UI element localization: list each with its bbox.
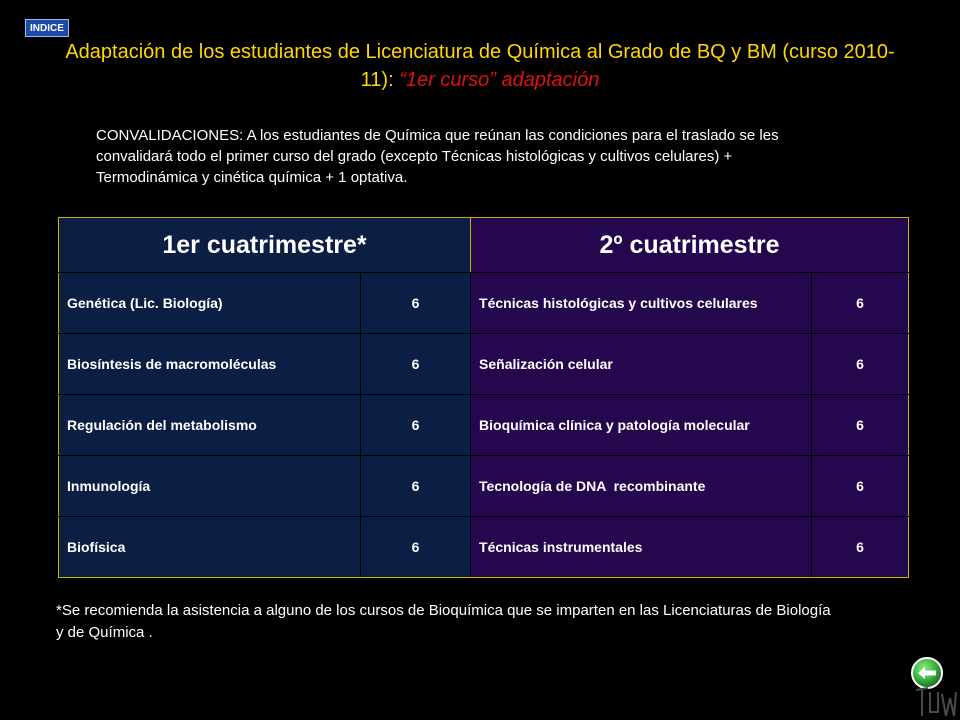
table-row [59,517,909,578]
page-title-main: Adaptación de los estudiantes de Licenciatura de Química al Grado de BQ y BM (curso 2010-11): [65,41,895,91]
table-row [59,273,909,334]
header-semester-2: 2º cuatrimestre [471,218,909,273]
decorative-figure-icon [912,682,958,718]
subject-semester-1: Biosíntesis de macromoléculas [59,334,361,395]
subject-semester-1: Genética (Lic. Biología) [59,273,361,334]
page-title-accent: “1er curso” adaptación [399,69,600,91]
credits-semester-1: 6 [361,395,471,456]
credits-semester-1: 6 [361,456,471,517]
header-semester-1: 1er cuatrimestre* [59,218,471,273]
footnote-text: *Se recomienda la asistencia a alguno de los cursos de Bioquímica que se imparten en las Licenciaturas de Biología y de Química . [56,602,831,641]
convalidaciones-text: CONVALIDACIONES: A los estudiantes de Química que reúnan las condiciones para el traslado se les convalidará todo el primer curso del grado (excepto Técnicas histológicas y cultivos celulares) + Termodinámica y cinética química + 1 optativa. [96,127,779,186]
subject-semester-1: Regulación del metabolismo [59,395,361,456]
subject-semester-2: Señalización celular [471,334,812,395]
credits-semester-1: 6 [361,334,471,395]
credits-semester-1: 6 [361,517,471,578]
table-row [59,395,909,456]
credits-semester-2: 6 [812,273,909,334]
indice-button[interactable]: INDICE [25,19,69,37]
subject-semester-2: Tecnología de DNA recombinante [471,456,812,517]
subject-semester-2: Bioquímica clínica y patología molecular [471,395,812,456]
table-row [59,334,909,395]
subject-semester-2: Técnicas histológicas y cultivos celulares [471,273,812,334]
credits-semester-2: 6 [812,395,909,456]
course-table [58,217,909,578]
credits-semester-2: 6 [812,456,909,517]
table-header-row [59,218,909,273]
subject-semester-1: Biofísica [59,517,361,578]
subject-semester-2: Técnicas instrumentales [471,517,812,578]
credits-semester-2: 6 [812,334,909,395]
subject-semester-1: Inmunología [59,456,361,517]
table-row [59,456,909,517]
page-title [60,38,900,94]
credits-semester-2: 6 [812,517,909,578]
credits-semester-1: 6 [361,273,471,334]
